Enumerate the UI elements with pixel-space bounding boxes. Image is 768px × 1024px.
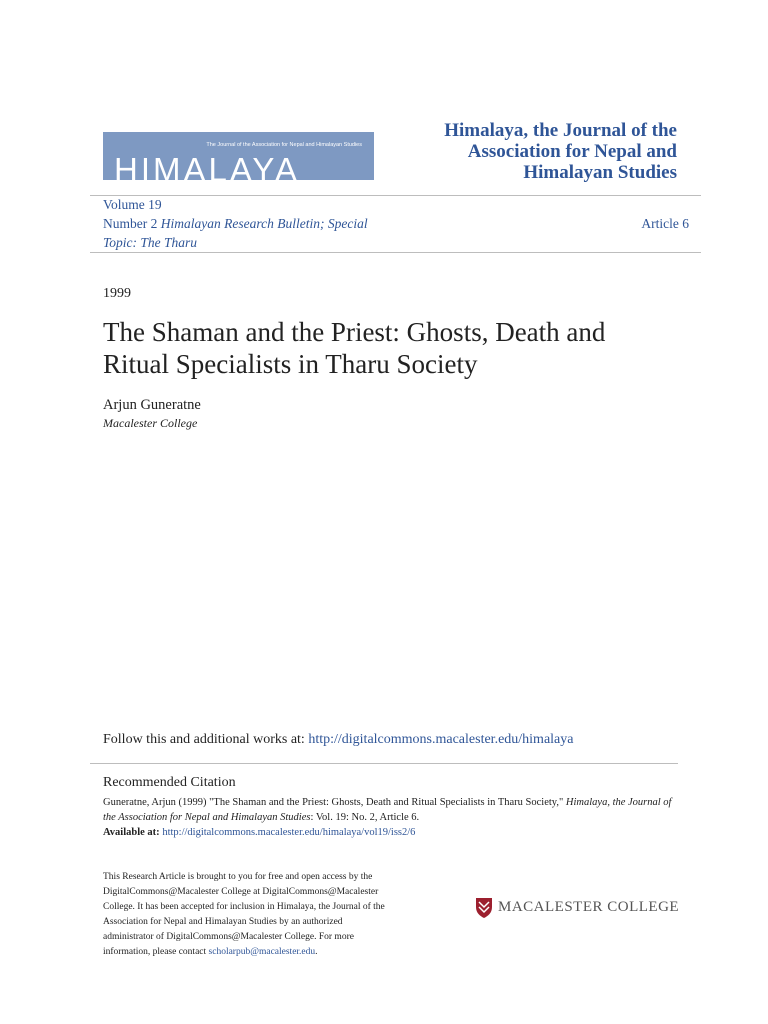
access-note-end: .	[315, 947, 318, 957]
author-affiliation: Macalester College	[103, 416, 198, 430]
banner-title: HIMALAYA	[114, 151, 300, 180]
banner-subtitle: The Journal of the Association for Nepal and Himalayan Studies	[206, 142, 362, 148]
paper-title: The Shaman and the Priest: Ghosts, Death and Ritual Specialists in Tharu Society	[103, 317, 606, 379]
volume-link[interactable]: Volume 19	[103, 197, 162, 212]
divider-middle	[90, 252, 701, 253]
divider-citation	[90, 763, 678, 764]
available-label: Available at:	[103, 827, 160, 838]
available-at	[103, 825, 415, 840]
citation-plain: Guneratne, Arjun (1999) "The Shaman and the Priest: Ghosts, Death and Ritual Specialists in Tharu Society,"	[103, 797, 564, 808]
macalester-shield-icon	[474, 897, 494, 919]
follow-line	[103, 732, 573, 748]
citation-tail: : Vol. 19: No. 2, Article 6.	[310, 812, 420, 823]
follow-link[interactable]: http://digitalcommons.macalester.edu/himalaya	[308, 732, 574, 747]
citation-text	[103, 795, 673, 825]
article-link[interactable]: Article 6	[641, 216, 689, 231]
access-note	[103, 870, 388, 960]
journal-name[interactable]: Himalaya, the Journal of the Association for Nepal and Himalayan Studies	[444, 120, 677, 183]
himalaya-banner	[103, 132, 374, 180]
macalester-logo[interactable]	[474, 896, 680, 922]
available-link[interactable]: http://digitalcommons.macalester.edu/himalaya/vol19/iss2/6	[162, 827, 416, 838]
issue-number-link[interactable]	[103, 214, 393, 252]
citation-journal: Himalaya, the Journal of the Association for Nepal and Himalayan Studies	[103, 797, 672, 823]
macalester-wordmark: MACALESTER COLLEGE	[498, 899, 680, 915]
follow-label: Follow this and additional works at:	[103, 732, 305, 747]
citation-heading: Recommended Citation	[103, 775, 236, 790]
issue-topic: Himalayan Research Bulletin; Special Topic: The Tharu	[103, 216, 368, 250]
divider-top	[90, 195, 701, 196]
issue-number: Number 2	[103, 216, 158, 231]
author-name: Arjun Guneratne	[103, 397, 201, 413]
contact-email-link[interactable]: scholarpub@macalester.edu	[208, 947, 316, 957]
publication-year: 1999	[103, 286, 131, 301]
access-note-text: This Research Article is brought to you for free and open access by the DigitalCommons@Macalester College at DigitalCommons@Macalester College. It has been accepted for inclusion in Himalaya, the Journal of the Association for Nepal and Himalayan Studies by an authorized administrator of DigitalCommons@Macalester College. For more information, please contact	[103, 872, 385, 957]
